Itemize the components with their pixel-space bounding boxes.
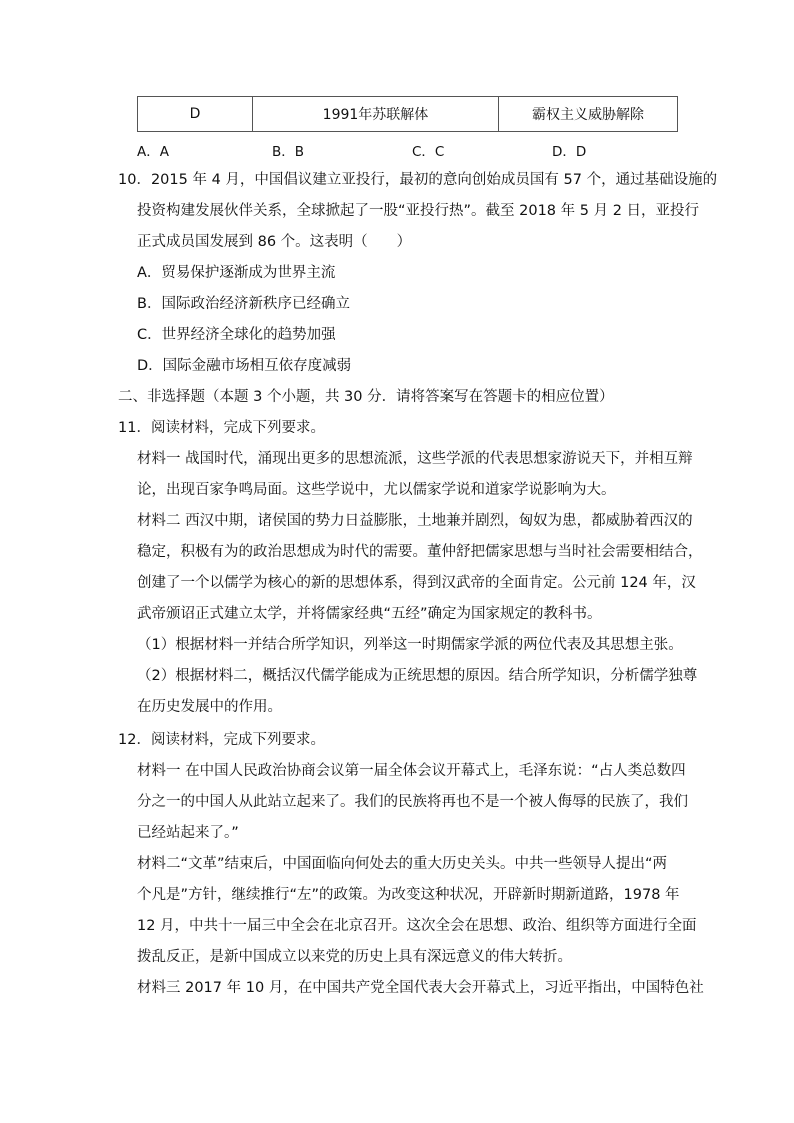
choice-c: C．C	[412, 144, 445, 160]
q12-line: 材料二“文革”结束后，中国面临向何处去的重大历史关头。中共一些领导人提出“两	[137, 856, 668, 872]
table-cell-option: D	[138, 97, 253, 132]
q11-sub-question: （2）根据材料二，概括汉代儒学能成为正统思想的原因。结合所学知识，分析儒学独尊	[137, 668, 698, 684]
q12-line: 材料三 2017 年 10 月，在中国共产党全国代表大会开幕式上，习近平指出，中国特色社	[137, 980, 704, 996]
q11-line: 材料二 西汉中期，诸侯国的势力日益膨胀，土地兼并剧烈，匈奴为患，都威胁着西汉的	[137, 513, 693, 529]
q11-line: 在历史发展中的作用。	[137, 699, 282, 715]
q10-option-b: B．国际政治经济新秩序已经确立	[137, 296, 350, 312]
q10-option-a: A．贸易保护逐渐成为世界主流	[137, 265, 336, 281]
choice-b: B．B	[272, 144, 305, 160]
q11-line: 材料一 战国时代，涌现出更多的思想流派，这些学派的代表思想家游说天下，并相互辩	[137, 451, 693, 467]
q12-line: 材料一 在中国人民政治协商会议第一届全体会议开幕式上，毛泽东说：“占人类总数四	[137, 763, 686, 779]
q11-line: 创建了一个以儒学为核心的新的思想体系，得到汉武帝的全面肯定。公元前 124 年，汉	[137, 575, 696, 591]
section-heading: 二、非选择题（本题 3 个小题，共 30 分．请将答案写在答题卡的相应位置）	[118, 389, 614, 405]
q10-option-d: D．国际金融市场相互依存度减弱	[137, 358, 352, 374]
q10-line: 10．2015 年 4 月，中国倡议建立亚投行，最初的意向创始成员国有 57 个，通过基础设施的	[118, 172, 718, 188]
answer-options-table	[137, 96, 678, 132]
q10-line: 正式成员国发展到 86 个。这表明（ ）	[137, 234, 412, 250]
q12-line: 12 月，中共十一届三中全会在北京召开。这次全会在思想、政治、组织等方面进行全面	[137, 918, 697, 934]
q11-title: 11．阅读材料，完成下列要求。	[118, 420, 325, 436]
q12-title: 12．阅读材料，完成下列要求。	[118, 732, 325, 748]
q11-line: 稳定，积极有为的政治思想成为时代的需要。董仲舒把儒家思想与当时社会需要相结合，	[137, 544, 703, 560]
table-row	[138, 97, 678, 132]
q12-line: 拨乱反正，是新中国成立以来党的历史上具有深远意义的伟大转折。	[137, 949, 572, 965]
q10-line: 投资构建发展伙伴关系，全球掀起了一股“亚投行热”。截至 2018 年 5 月 2 日，亚投行	[137, 203, 700, 219]
q10-option-c: C．世界经济全球化的趋势加强	[137, 327, 336, 343]
q11-line: 论，出现百家争鸣局面。这些学说中，尤以儒家学说和道家学说影响为大。	[137, 482, 616, 498]
table-cell-effect: 霸权主义威胁解除	[499, 97, 678, 132]
q9-choices	[0, 140, 794, 160]
q12-line: 已经站起来了。”	[137, 825, 239, 841]
choice-a: A．A	[137, 144, 169, 160]
q11-line: 武帝颁诏正式建立太学，并将儒家经典“五经”确定为国家规定的教科书。	[137, 606, 602, 622]
table-cell-event: 1991年苏联解体	[253, 97, 499, 132]
choice-d: D．D	[552, 144, 587, 160]
q12-line: 分之一的中国人从此站立起来了。我们的民族将再也不是一个被人侮辱的民族了，我们	[137, 794, 688, 810]
q12-line: 个凡是”方针，继续推行“左”的政策。为改变这种状况，开辟新时期新道路，1978 年	[137, 887, 680, 903]
q11-sub-question: （1）根据材料一并结合所学知识，列举这一时期儒家学派的两位代表及其思想主张。	[137, 637, 683, 653]
